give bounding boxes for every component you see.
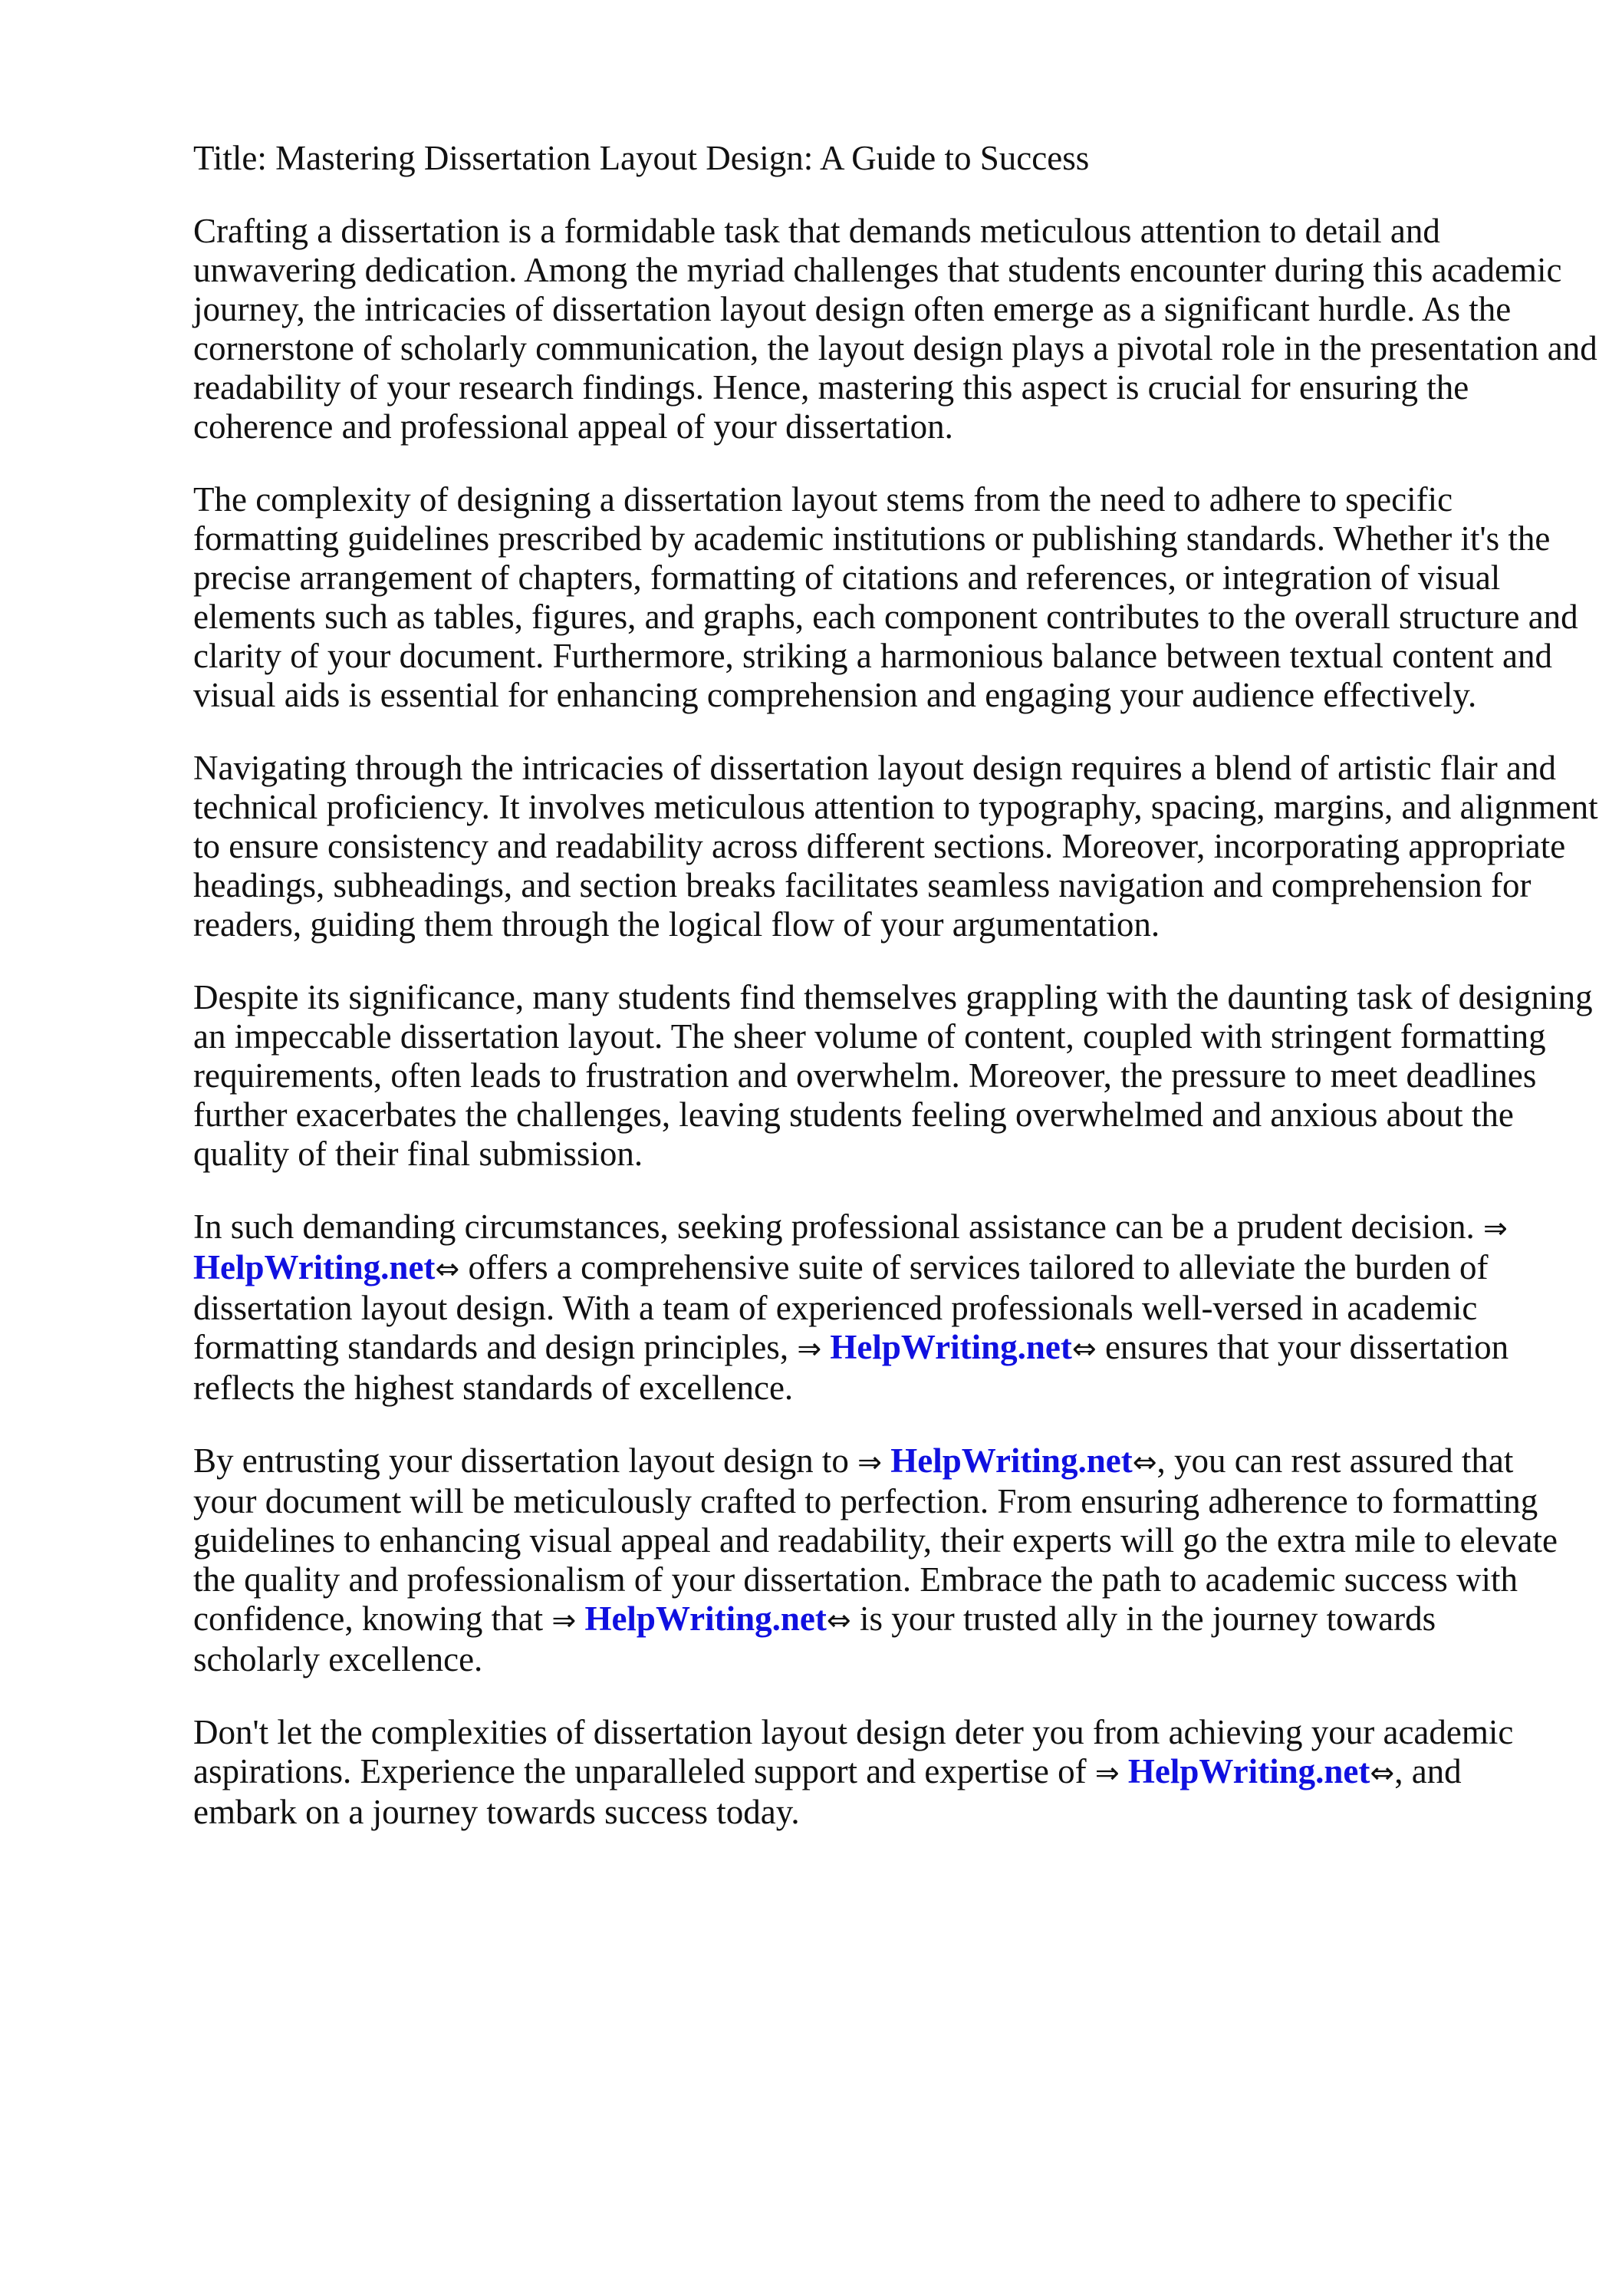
text-segment: guidelines to enhancing visual appeal and readability, their experts will go the extra mile to elevate (193, 1521, 1558, 1560)
paragraph (193, 1441, 1598, 1679)
text-line (193, 1793, 1598, 1832)
text-line (193, 519, 1598, 558)
text-segment: the quality and professionalism of your dissertation. Embrace the path to academic success with (193, 1560, 1518, 1599)
double-arrow-right-icon: ⇒ (1094, 1756, 1120, 1790)
text-line (193, 329, 1598, 368)
paragraph (193, 749, 1598, 944)
text-segment: journey, the intricacies of dissertation layout design often emerge as a significant hurdle. As the (193, 290, 1512, 328)
text-segment: cornerstone of scholarly communication, the layout design plays a pivotal role in the presentation and (193, 329, 1597, 367)
paragraph (193, 978, 1598, 1174)
text-segment (882, 1441, 890, 1480)
text-segment: headings, subheadings, and section breaks facilitates seamless navigation and comprehension for (193, 866, 1532, 904)
text-segment: confidence, knowing that (193, 1599, 552, 1638)
text-segment: Don't let the complexities of dissertation layout design deter you from achieving your academic (193, 1713, 1514, 1751)
text-segment: Navigating through the intricacies of dissertation layout design requires a blend of artistic flair and (193, 749, 1556, 787)
text-segment: is your trusted ally in the journey towards (850, 1599, 1436, 1638)
text-line (193, 1095, 1598, 1135)
text-line (193, 1599, 1598, 1640)
text-line (193, 558, 1598, 598)
paragraph (193, 480, 1598, 715)
helpwriting-link[interactable]: HelpWriting.net (1127, 1752, 1370, 1790)
text-segment: visual aids is essential for enhancing comprehension and engaging your audience effectively. (193, 676, 1477, 714)
text-line (193, 368, 1598, 407)
text-line (193, 251, 1598, 290)
text-segment: further exacerbates the challenges, leaving students feeling overwhelmed and anxious about the (193, 1095, 1514, 1134)
text-segment: readability of your research findings. Hence, mastering this aspect is crucial for ensuring the (193, 368, 1469, 407)
text-segment: scholarly excellence. (193, 1640, 483, 1678)
text-line (193, 676, 1598, 715)
document-body (193, 139, 1598, 1866)
helpwriting-link[interactable]: HelpWriting.net (584, 1599, 827, 1638)
text-segment: offers a comprehensive suite of services tailored to alleviate the burden of (459, 1248, 1489, 1286)
text-segment: quality of their final submission. (193, 1135, 643, 1173)
text-line (193, 1248, 1598, 1289)
text-line (193, 1640, 1598, 1679)
text-segment: your document will be meticulously crafted to perfection. From ensuring adherence to formatting (193, 1482, 1538, 1520)
double-arrow-right-icon: ⇒ (551, 1603, 577, 1637)
text-line (193, 1482, 1598, 1521)
double-arrow-both-icon: ⇔ (435, 1252, 460, 1286)
double-arrow-both-icon: ⇔ (1071, 1332, 1097, 1365)
paragraph (193, 212, 1598, 446)
text-line (193, 290, 1598, 329)
text-segment: Title: Mastering Dissertation Layout Design: A Guide to Success (193, 139, 1090, 177)
helpwriting-link[interactable]: HelpWriting.net (830, 1328, 1072, 1366)
text-segment: readers, guiding them through the logical flow of your argumentation. (193, 905, 1160, 944)
text-segment: elements such as tables, figures, and graphs, each component contributes to the overall structure and (193, 598, 1578, 636)
text-segment: , you can rest assured that (1156, 1441, 1514, 1480)
text-segment: technical proficiency. It involves meticulous attention to typography, spacing, margins, and alignment (193, 788, 1598, 826)
text-segment: The complexity of designing a dissertation layout stems from the need to adhere to specific (193, 480, 1453, 519)
text-line (193, 407, 1598, 446)
text-segment: reflects the highest standards of excellence. (193, 1369, 794, 1407)
text-segment: to ensure consistency and readability across different sections. Moreover, incorporating appropriate (193, 827, 1566, 865)
text-line (193, 866, 1598, 905)
text-segment: ensures that your dissertation (1096, 1328, 1509, 1366)
text-segment (576, 1599, 584, 1638)
text-segment: clarity of your document. Furthermore, striking a harmonious balance between textual content and (193, 637, 1552, 675)
text-line (193, 1560, 1598, 1599)
text-segment: formatting guidelines prescribed by academic institutions or publishing standards. Whether it's the (193, 519, 1551, 558)
text-segment: coherence and professional appeal of your dissertation. (193, 407, 953, 446)
text-line (193, 978, 1598, 1017)
text-line (193, 905, 1598, 944)
text-segment: aspirations. Experience the unparalleled support and expertise of (193, 1752, 1095, 1790)
text-line (193, 1328, 1598, 1369)
text-segment: precise arrangement of chapters, formatting of citations and references, or integration of visual (193, 558, 1501, 597)
text-line (193, 749, 1598, 788)
text-segment: dissertation layout design. With a team of experienced professionals well-versed in academic (193, 1289, 1478, 1327)
helpwriting-link[interactable]: HelpWriting.net (890, 1441, 1133, 1480)
text-line (193, 139, 1598, 178)
text-segment: Crafting a dissertation is a formidable task that demands meticulous attention to detail and (193, 212, 1440, 250)
paragraph (193, 1713, 1598, 1832)
text-line (193, 212, 1598, 251)
document-title (193, 139, 1598, 178)
text-segment: , and (1394, 1752, 1462, 1790)
double-arrow-right-icon: ⇒ (857, 1445, 883, 1479)
double-arrow-right-icon: ⇒ (1482, 1211, 1508, 1245)
double-arrow-both-icon: ⇔ (1370, 1756, 1395, 1790)
double-arrow-right-icon: ⇒ (797, 1332, 822, 1365)
text-line (193, 1289, 1598, 1328)
text-segment (821, 1328, 830, 1366)
text-line (193, 788, 1598, 827)
text-segment: embark on a journey towards success today. (193, 1793, 800, 1831)
helpwriting-link[interactable]: HelpWriting.net (193, 1248, 436, 1286)
text-line (193, 598, 1598, 637)
text-segment: unwavering dedication. Among the myriad challenges that students encounter during this academic (193, 251, 1562, 289)
text-line (193, 1521, 1598, 1560)
text-segment (1120, 1752, 1128, 1790)
text-line (193, 1207, 1598, 1248)
text-segment: an impeccable dissertation layout. The sheer volume of content, coupled with stringent formatting (193, 1017, 1546, 1056)
paragraph (193, 1207, 1598, 1408)
text-line (193, 1441, 1598, 1482)
text-segment: requirements, often leads to frustration and overwhelm. Moreover, the pressure to meet deadlines (193, 1056, 1537, 1095)
text-line (193, 1017, 1598, 1056)
double-arrow-both-icon: ⇔ (1132, 1445, 1157, 1479)
text-segment: By entrusting your dissertation layout design to (193, 1441, 858, 1480)
text-segment: Despite its significance, many students find themselves grappling with the daunting task of designing (193, 978, 1593, 1016)
text-line (193, 480, 1598, 519)
text-line (193, 637, 1598, 676)
text-line (193, 827, 1598, 866)
text-line (193, 1135, 1598, 1174)
text-segment: formatting standards and design principles, (193, 1328, 798, 1366)
double-arrow-both-icon: ⇔ (826, 1603, 851, 1637)
text-segment: In such demanding circumstances, seeking professional assistance can be a prudent decision. (193, 1207, 1483, 1246)
text-line (193, 1369, 1598, 1408)
text-line (193, 1752, 1598, 1793)
text-line (193, 1056, 1598, 1095)
text-line (193, 1713, 1598, 1752)
